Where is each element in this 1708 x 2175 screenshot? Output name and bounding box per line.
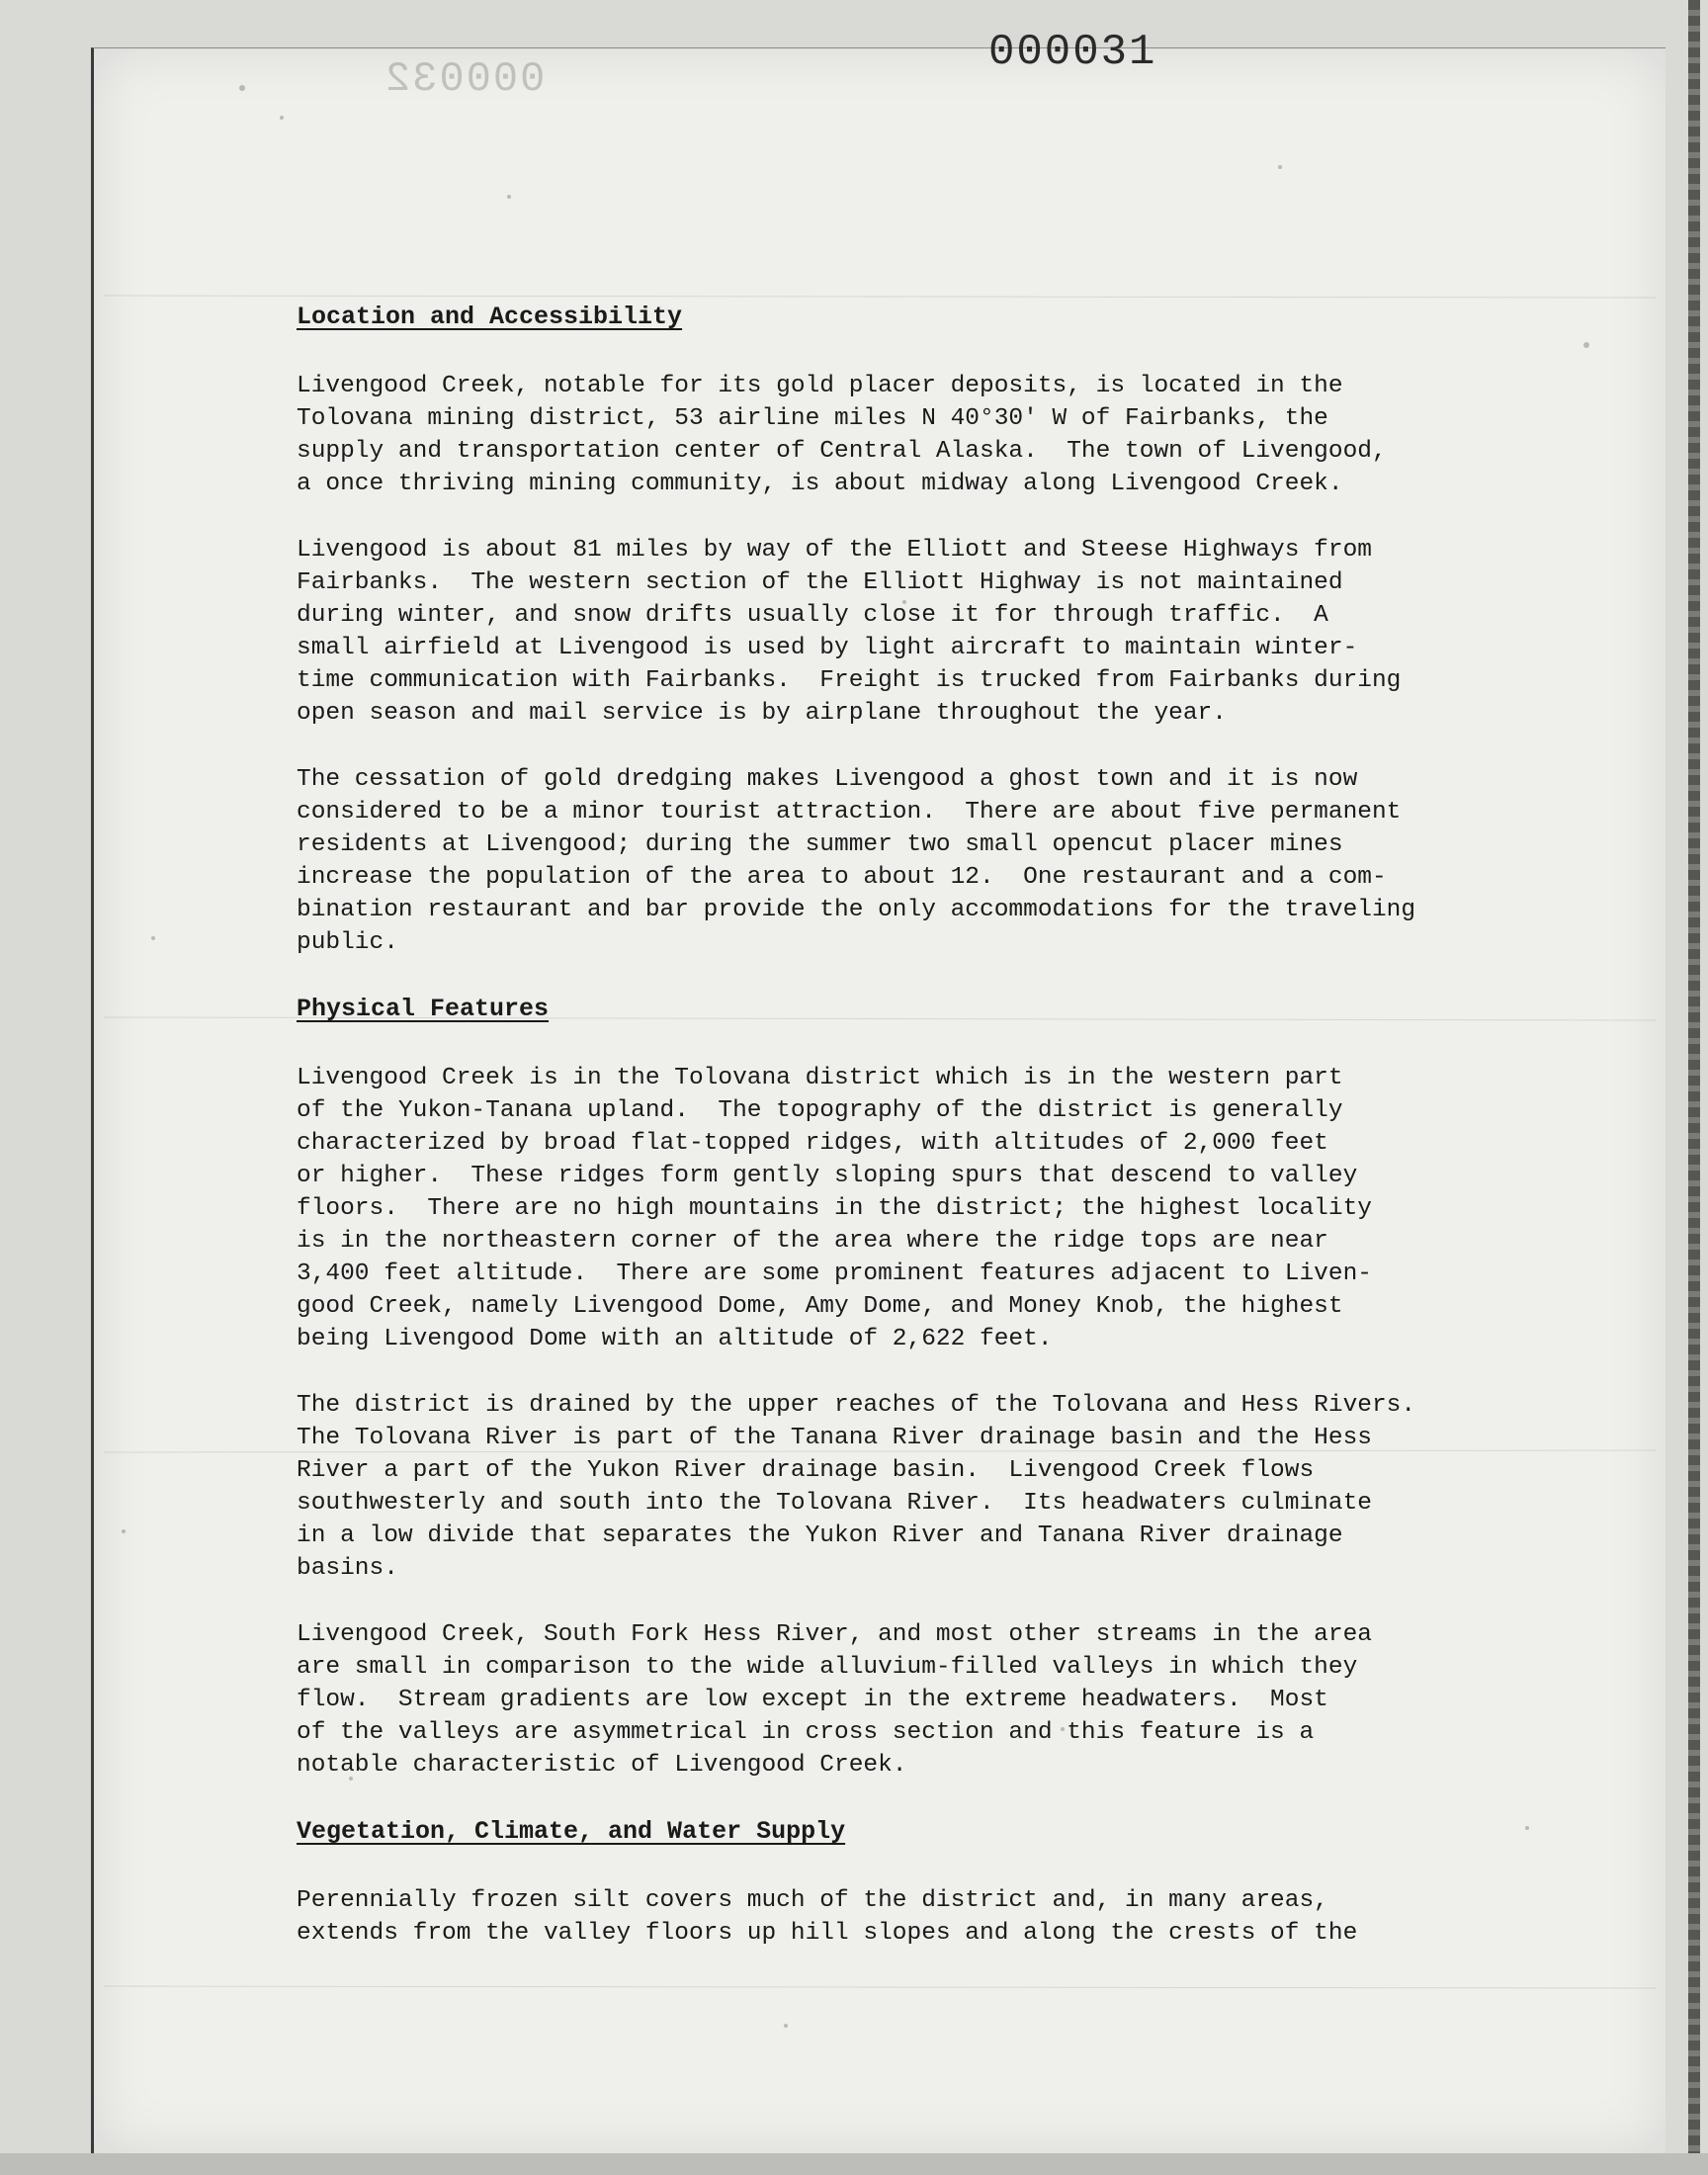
paragraph: Livengood Creek, notable for its gold placer deposits, is located in the Tolovana mining district, 53 airline miles N 40°30' W of Fairbanks, the supply and transportation center of Central Alaska. The town of Livengood, a once thriving mining community, is about midway along Livengood Creek. <box>297 373 1387 497</box>
bates-number: 000031 <box>988 28 1157 77</box>
paragraph: The cessation of gold dredging makes Livengood a ghost town and it is now considered to be a minor tourist attraction. There are about five permanent residents at Livengood; during the summer two small opencut placer mines increase the population of the area to about 12. One restaurant and a com- bination restaurant and bar provide the only accommodations for the traveling public. <box>297 766 1416 956</box>
bates-number-bleedthrough: 000032 <box>384 55 546 103</box>
paragraph: The district is drained by the upper reaches of the Tolovana and Hess Rivers. The Tolovana River is part of the Tanana River drainage basin and the Hess River a part of the Yukon River drainage basin. Livengood Creek flows southwesterly and south into the Tolovana River. Its headwaters culminate in a low divide that separates the Yukon River and Tanana River drainage basins. <box>297 1392 1416 1582</box>
section-heading: Location and Accessibility <box>297 303 683 331</box>
paragraph: Perennially frozen silt covers much of the district and, in many areas, extends from the valley floors up hill slopes and along the crests of the <box>297 1887 1358 1947</box>
section-location-and-accessibility <box>297 301 1611 959</box>
section-physical-features <box>297 993 1611 1782</box>
paragraph: Livengood Creek is in the Tolovana district which is in the western part of the Yukon-Tanana upland. The topography of the district is generally characterized by broad flat-topped ridges, with altitudes of 2,000 feet or higher. These ridges form gently sloping spurs that descend to valley floors. There are no high mountains in the district; the highest locality is in the northeastern corner of the area where the ridge tops are near 3,400 feet altitude. There are some prominent features adjacent to Liven- good Creek, namely Livengood Dome, Amy Dome, and Money Knob, the highest being Livengood Dome with an altitude of 2,622 feet. <box>297 1065 1372 1352</box>
section-heading: Vegetation, Climate, and Water Supply <box>297 1817 846 1846</box>
document-body <box>297 301 1611 1950</box>
paragraph: Livengood is about 81 miles by way of the Elliott and Steese Highways from Fairbanks. The western section of the Elliott Highway is not maintained during winter, and snow drifts usually close it for through traffic. A small airfield at Livengood is used by light aircraft to maintain winter- time communication with Fairbanks. Freight is trucked from Fairbanks during open season and mail service is by airplane throughout the year. <box>297 537 1402 727</box>
section-vegetation-climate-water <box>297 1815 1611 1950</box>
scan-bottom-edge <box>0 2153 1708 2175</box>
scan-edge-shadow <box>1688 0 1700 2175</box>
paragraph: Livengood Creek, South Fork Hess River, and most other streams in the area are small in comparison to the wide alluvium-filled valleys in which they flow. Stream gradients are low except in the extreme headwaters. Most of the valleys are asymmetrical in cross section and this feature is a notable characteristic of Livengood Creek. <box>297 1621 1372 1779</box>
section-heading: Physical Features <box>297 995 550 1023</box>
